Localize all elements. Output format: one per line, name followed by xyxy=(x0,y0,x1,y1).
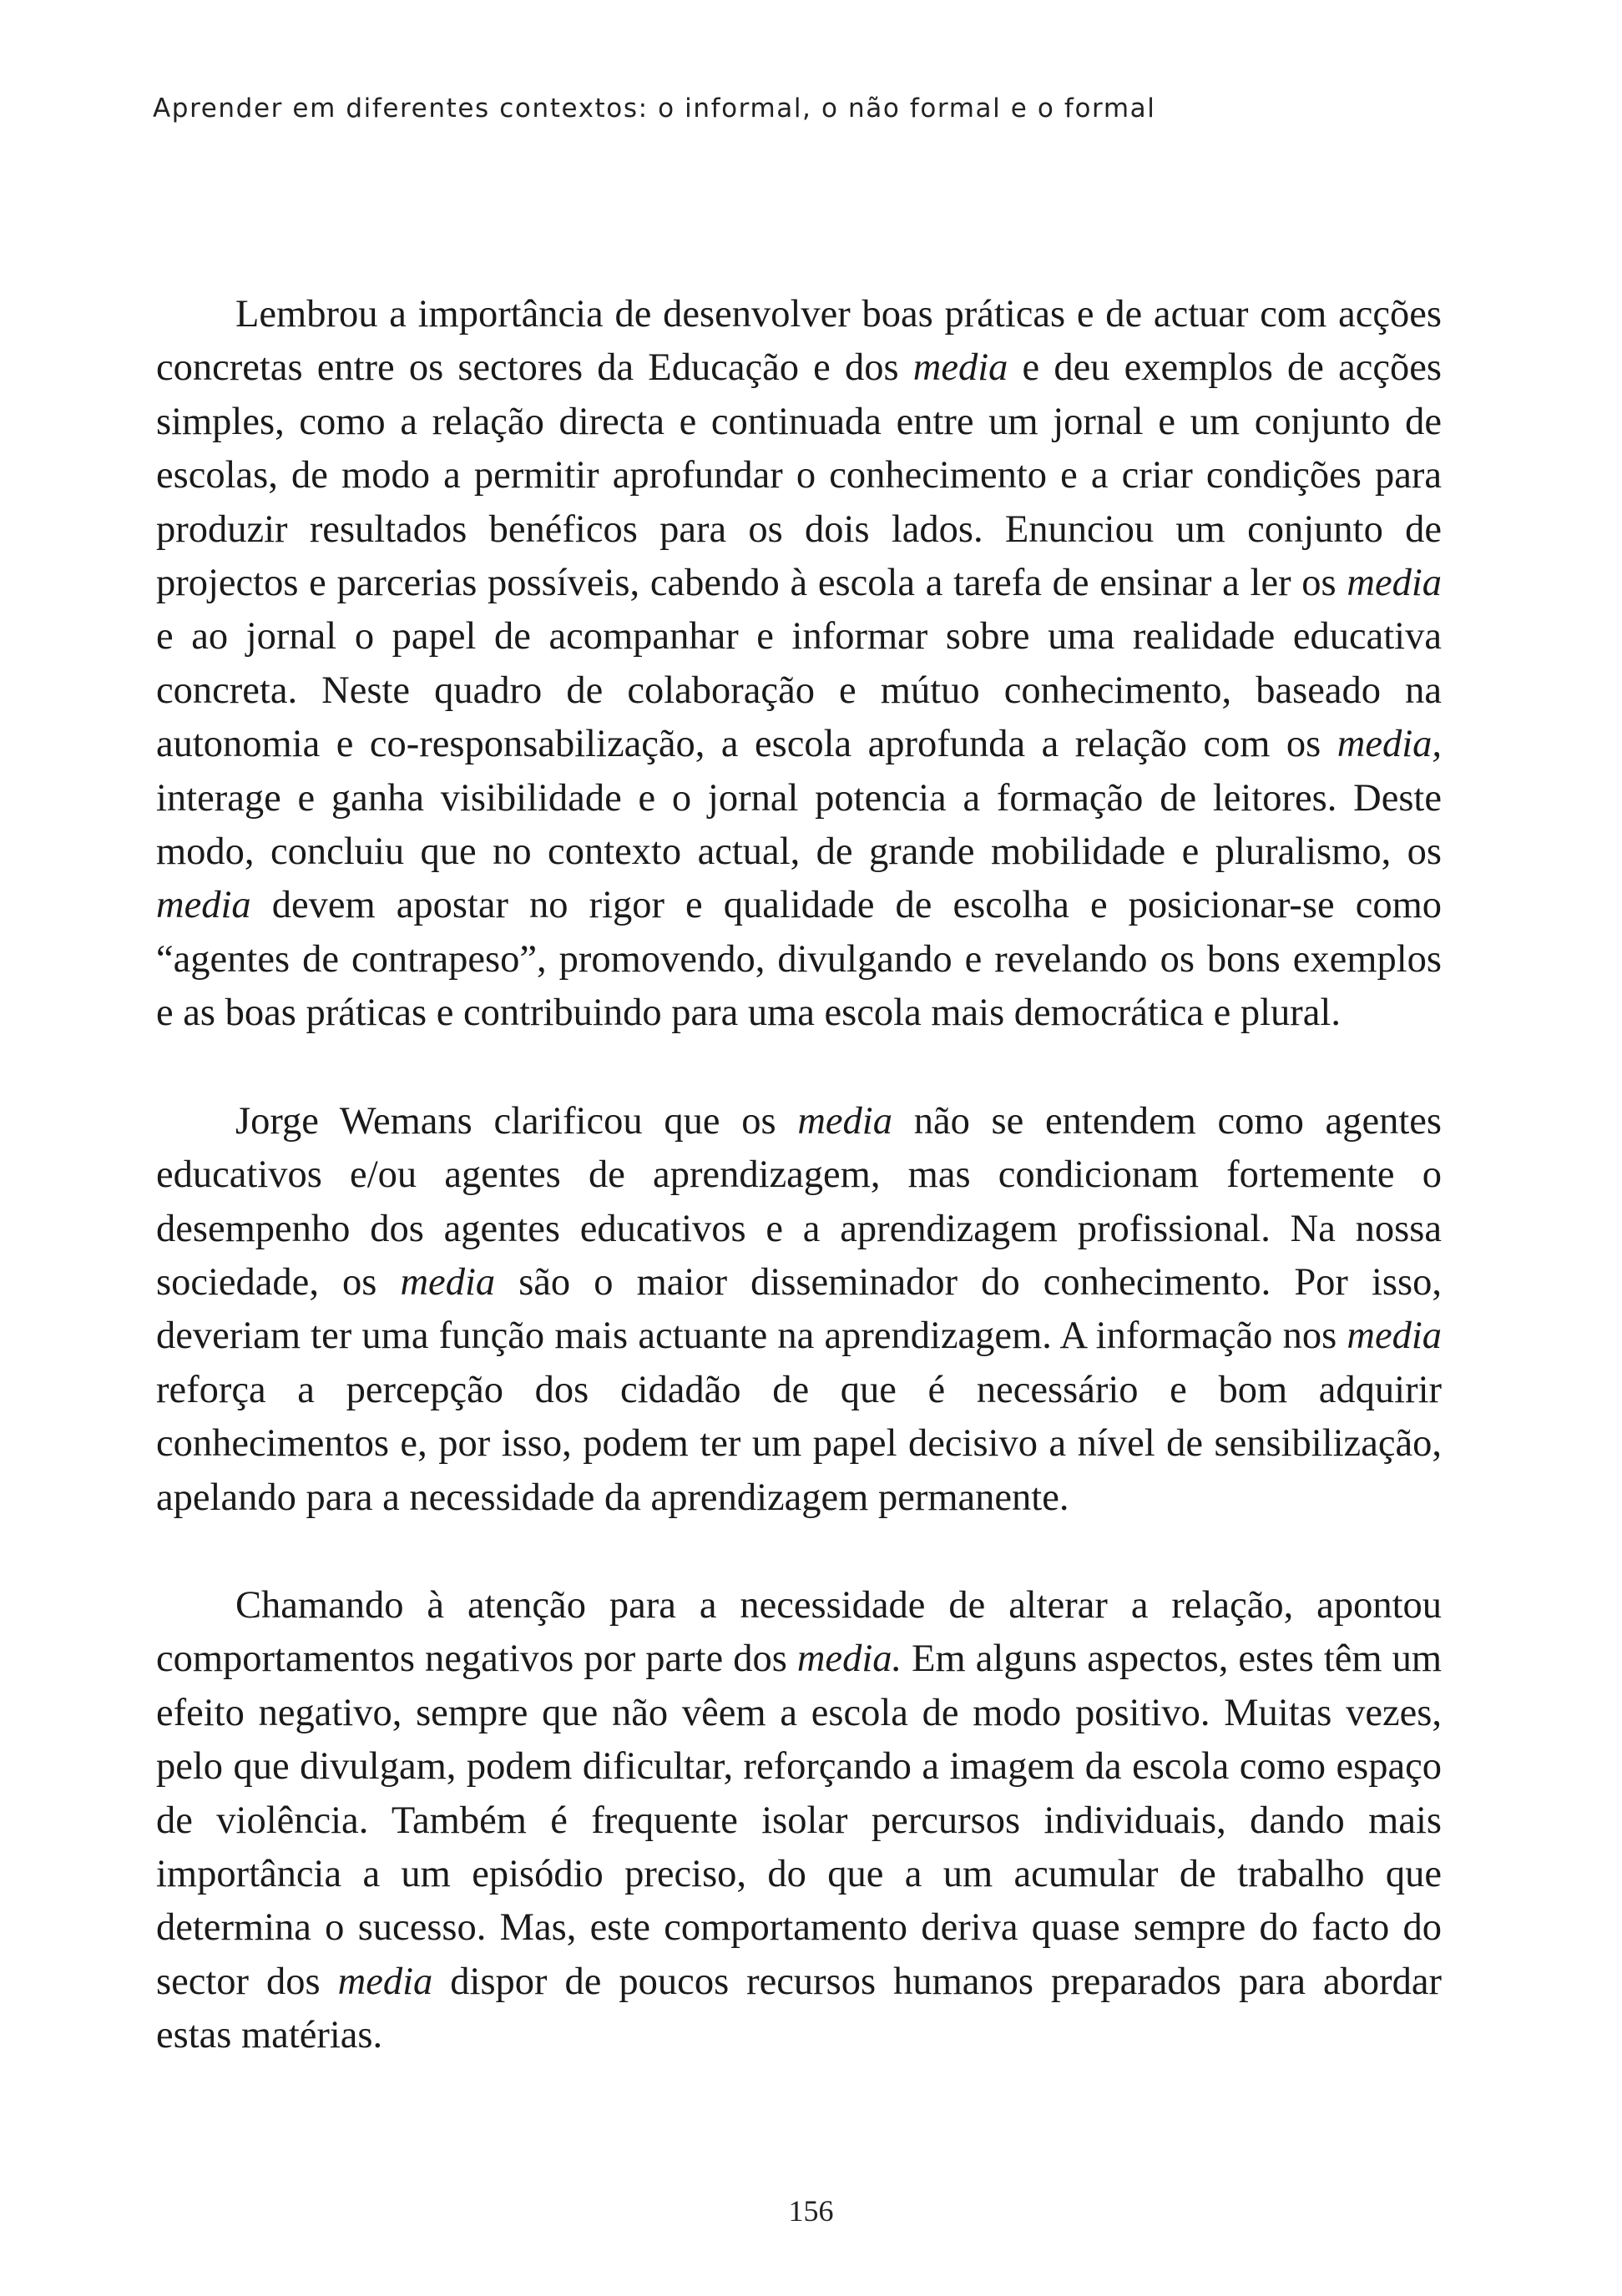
text-segment: Lembrou a importância de desenvolver boas práticas e de actuar com acções concretas entre os sectores da Educação e dos xyxy=(156,293,1442,390)
text-segment: Chamando à atenção para a necessidade de alterar a relação, apontou comportamentos negativos por parte dos xyxy=(156,1583,1442,1681)
running-header: Aprender em diferentes contextos: o informal, o não formal e o formal xyxy=(153,93,1156,124)
text-segment: Jorge Wemans clarificou que os xyxy=(235,1099,798,1143)
text-segment-italic: media xyxy=(156,884,251,927)
page-number: 156 xyxy=(788,2194,834,2228)
text-segment: dispor de poucos recursos humanos preparados para abordar estas matérias. xyxy=(156,1960,1443,2057)
text-segment: e ao jornal o papel de acompanhar e informar sobre uma realidade educativa concreta. Neste quadro de colaboração e mútuo conhecimento, baseado na autonomia e co-responsabilização, a escola aprofunda a relação com os xyxy=(156,615,1442,766)
text-segment-italic: media. xyxy=(796,1637,902,1681)
text-segment: reforça a percepção dos cidadão de que é necessário e bom adquirir conhecimentos e, por isso, podem ter um papel decisivo a nível de sensibilização, apelando para a necessidade da aprendizagem permanente. xyxy=(156,1368,1442,1519)
text-segment: não se entendem como agentes educativos e/ou agentes de aprendizagem, mas condicionam fortemente o desempenho dos agentes educativos e a aprendizagem profissional. Na nossa sociedade, os xyxy=(156,1099,1442,1304)
paragraph-3 xyxy=(156,1579,1442,2063)
paragraph-2 xyxy=(156,1095,1442,1525)
text-segment-italic: media, xyxy=(1337,723,1442,766)
text-segment-italic: media xyxy=(912,346,1008,390)
text-segment-italic: media xyxy=(1347,562,1442,605)
text-segment-italic: media xyxy=(1347,1315,1442,1358)
text-segment: são o maior disseminador do conhecimento. Por isso, deveriam ter uma função mais actuante na aprendizagem. A informação nos xyxy=(156,1260,1442,1358)
text-segment: devem apostar no rigor e qualidade de escolha e posicionar-se como “agentes de contrapeso”, promovendo, divulgando e revelando os bons exemplos e as boas práticas e contribuindo para uma escola mais democrática e plural. xyxy=(156,884,1442,1035)
text-segment-italic: media xyxy=(337,1960,433,2003)
body-text xyxy=(156,288,1442,2063)
text-segment: e deu exemplos de acções simples, como a relação directa e continuada entre um jornal e um conjunto de escolas, de modo a permitir aprofundar o conhecimento e a criar condições para produzir resultados benéficos para os dois lados. Enunciou um conjunto de projectos e parcerias possíveis, cabendo à escola a tarefa de ensinar a ler os xyxy=(156,346,1442,605)
text-segment: interage e ganha visibilidade e o jornal potencia a formação de leitores. Deste modo, concluiu que no contexto actual, de grande mobilidade e pluralismo, os xyxy=(156,776,1442,874)
text-segment: Em alguns aspectos, estes têm um efeito negativo, sempre que não vêem a escola de modo positivo. Muitas vezes, pelo que divulgam, podem dificultar, reforçando a imagem da escola como espaço de violência. Também é frequente isolar percursos individuais, dando mais importância a um episódio preciso, do que a um acumular de trabalho que determina o sucesso. Mas, este comportamento deriva quase sempre do facto do sector dos xyxy=(156,1637,1442,2003)
text-segment-italic: media xyxy=(400,1260,496,1304)
paragraph-1 xyxy=(156,288,1442,1041)
text-segment-italic: media xyxy=(797,1099,892,1143)
